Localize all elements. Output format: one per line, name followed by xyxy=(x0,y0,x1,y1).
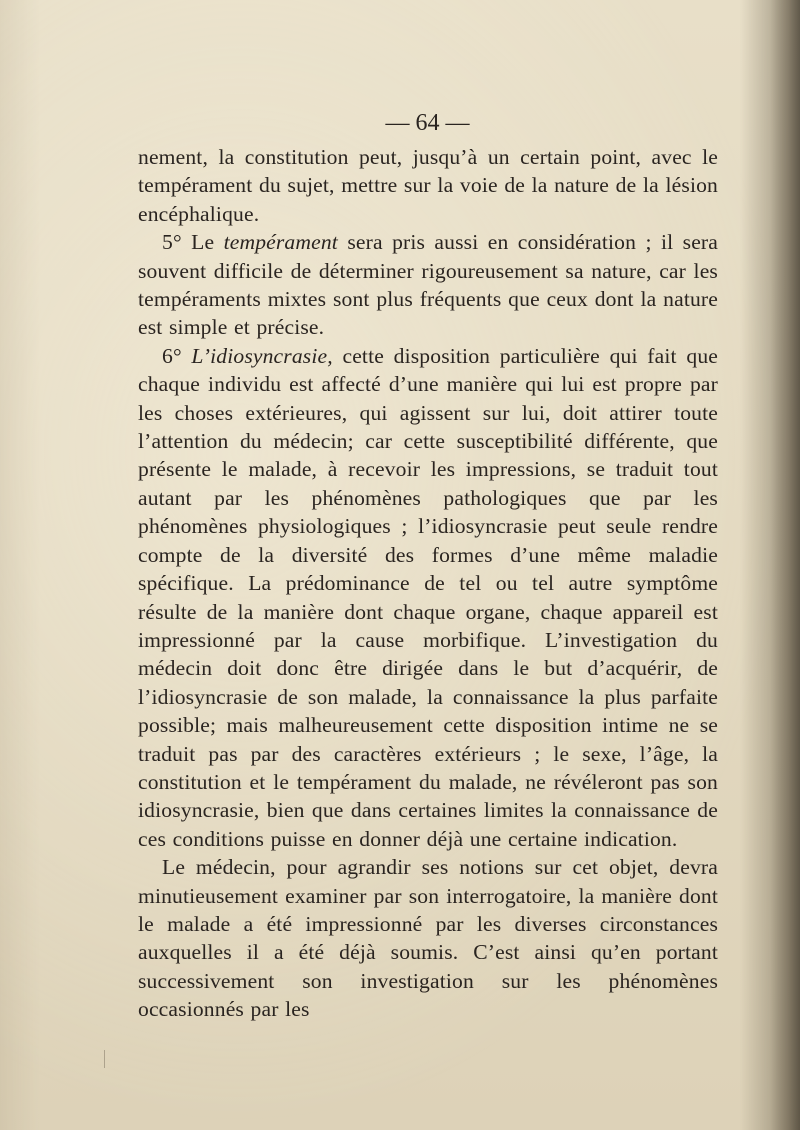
paragraph-2-text: sera pris aussi en considération ; il sera souvent difficile de déterminer rigoureusement sa nature, car les tempéraments mixtes sont plus fréquents que ceux dont la nature est simple et précise. xyxy=(138,230,719,340)
body-text xyxy=(138,143,718,1024)
paragraph-3-term: L’idiosyncrasie, xyxy=(191,343,333,368)
paragraph-2-term: tempérament xyxy=(223,230,338,255)
paragraph-4-text: Le médecin, pour agrandir ses notions sur cet objet, devra minutieusement examiner par son interrogatoire, la manière dont le malade a été impressionné par les diverses circonstances auxquelles il a été déjà soumis. C’est ainsi qu’en portant successivement son investigation sur les phénomènes occasionnés par les xyxy=(138,855,718,1022)
paragraph-1 xyxy=(138,143,718,228)
margin-mark xyxy=(104,1050,105,1068)
page-number: — 64 — xyxy=(385,110,470,136)
paragraph-3-text: cette disposition particulière qui fait que chaque individu est affecté d’une manière qui lui est propre par les choses extérieures, qui agissent sur lui, doit attirer toute l’attention du médecin; car cette susceptibilité différente, que présente le malade, à recevoir les impressions, se traduit tout autant par les phénomènes pathologiques que par les phénomènes physiologiques ; l’idiosyncrasie peut seule rendre compte de la diversité des formes d’une même maladie spécifique. La prédominance de tel ou tel autre symptôme résulte de la manière dont chaque organe, chaque appareil est impressionné par la cause morbifique. L’investigation du médecin doit donc être dirigée dans le but d’acquérir, de l’idiosyncrasie de son malade, la connaissance la plus parfaite possible; mais malheureusement cette disposition intime ne se traduit pas par des caractères extérieurs ; le sexe, l’âge, la constitution et le tempérament du malade, ne révéleront pas son idiosyncrasie, bien que dans certaines limites la connaissance de ces conditions puisse en donner déjà une certaine indication. xyxy=(138,343,718,851)
page-edge-shadow xyxy=(770,0,800,1130)
paragraph-4 xyxy=(138,853,718,1023)
paragraph-1-text: nement, la constitution peut, jusqu’à un certain point, avec le tempérament du sujet, mettre sur la voie de la nature de la lésion encéphalique. xyxy=(138,145,718,226)
paragraph-3-lead: 6° xyxy=(162,343,192,368)
paragraph-5-temperament xyxy=(138,228,718,342)
paragraph-2-lead: 5° Le xyxy=(162,230,224,255)
paragraph-6-idiosyncrasie xyxy=(138,342,718,853)
